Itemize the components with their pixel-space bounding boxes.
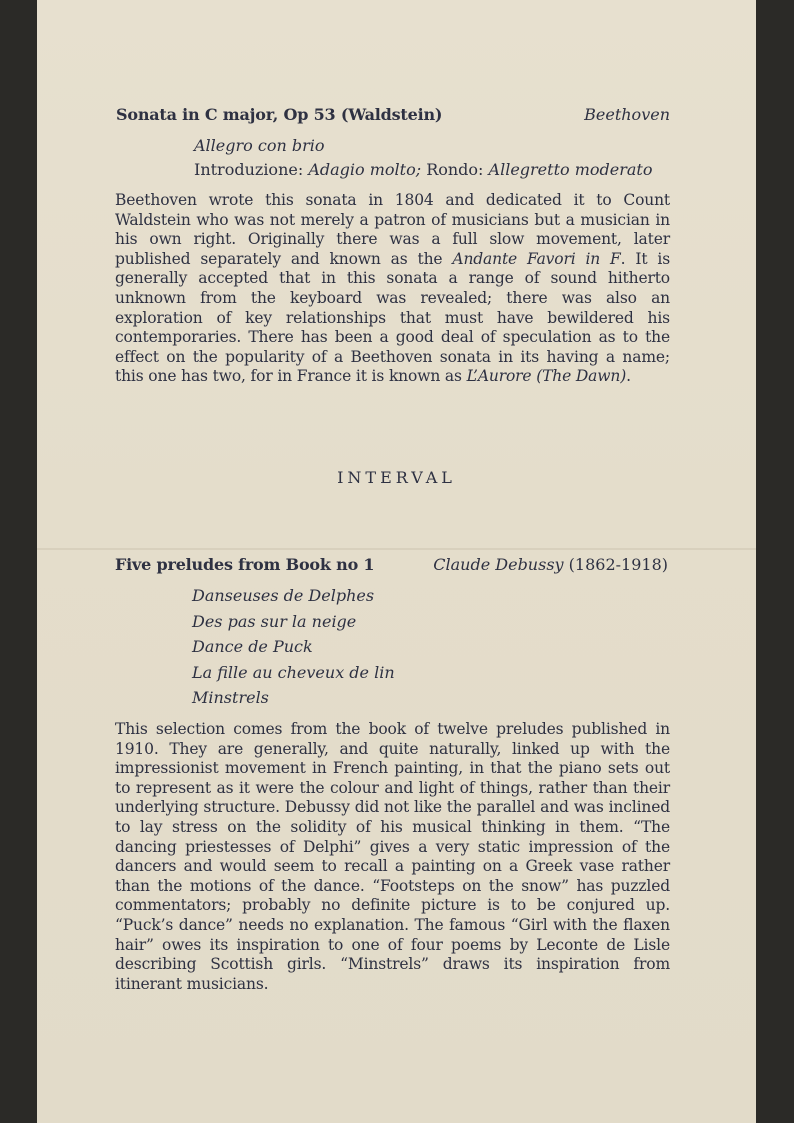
preludes-heading xyxy=(115,555,668,575)
sonata-composer: Beethoven xyxy=(584,105,670,124)
movement-2-intro-tempo: Adagio molto; xyxy=(308,160,422,179)
sonata-notes xyxy=(115,191,670,387)
programme-page xyxy=(37,0,756,1123)
sonata-movements xyxy=(194,134,670,182)
sonata-title: Sonata in C major, Op 53 (Waldstein) xyxy=(116,105,443,124)
sonata-notes-part-c: . It is generally accepted that in this sonata a range of sound hitherto unknown from the keyboard was revealed; there was also an exploration of key relationships that must have bewildered his contemporaries. There has been a good deal of speculation as to the effect on the popularity of a Beethoven sonata in its having a name; this one has two, for in France it is known as xyxy=(115,249,671,386)
movement-2-rondo-tempo: Allegretto moderato xyxy=(488,160,653,179)
movement-2-rondo-label: Rondo: xyxy=(421,160,489,179)
preludes-notes: This selection comes from the book of twelve preludes published in 1910. They are generally, and quite naturally, linked up with the impressionist movement in French painting, in that the piano sets out to represent as it were the colour and light of things, rather than their underlying structure. Debussy did not like the parallel and was inclined to lay stress on the solidity of his musical thinking in them. “The dancing priestesses of Delphi” gives a very static impression of the dancers and would seem to recall a painting on a Greek vase rather than the motions of the dance. “Footsteps on the snow” has puzzled commentators; probably no definite picture is to be conjured up. “Puck’s dance” needs no explanation. The famous “Girl with the flaxen hair” owes its inspiration to one of four poems by Leconte de Lisle describing Scottish girls. “Minstrels” draws its inspiration from itinerant musicians. xyxy=(115,720,670,993)
interval-heading: INTERVAL xyxy=(337,468,456,487)
prelude-item: Dance de Puck xyxy=(192,637,313,656)
prelude-item: Des pas sur la neige xyxy=(192,611,357,631)
movement-2-intro-label: Introduzione: xyxy=(194,160,309,179)
sonata-notes-andante: Andante Favori in F xyxy=(452,249,621,268)
preludes-composer-name: Claude Debussy xyxy=(433,555,564,574)
sonata-notes-end: . xyxy=(626,367,631,386)
movement-2 xyxy=(194,158,670,182)
movement-1: Allegro con brio xyxy=(194,136,325,155)
paper-fold xyxy=(37,548,756,550)
preludes-title: Five preludes from Book no 1 xyxy=(115,555,375,574)
preludes-composer-dates: (1862-1918) xyxy=(563,555,668,574)
prelude-item: Danseuses de Delphes xyxy=(192,586,375,605)
prelude-item: La fille au cheveux de lin xyxy=(192,662,395,682)
sonata-heading xyxy=(116,105,670,125)
preludes-composer xyxy=(433,555,668,575)
prelude-item: Minstrels xyxy=(192,688,269,707)
preludes-list xyxy=(192,583,492,711)
sonata-notes-part-a: Beethoven wrote this sonata in 1804 and dedicated it to Count Waldstein who was not merely a patron of musicians but a musician in his own right. Originally there was a full slow movement, later published separately and known as the xyxy=(115,191,670,268)
sonata-notes-aurore: L’Aurore (The Dawn) xyxy=(466,367,627,386)
